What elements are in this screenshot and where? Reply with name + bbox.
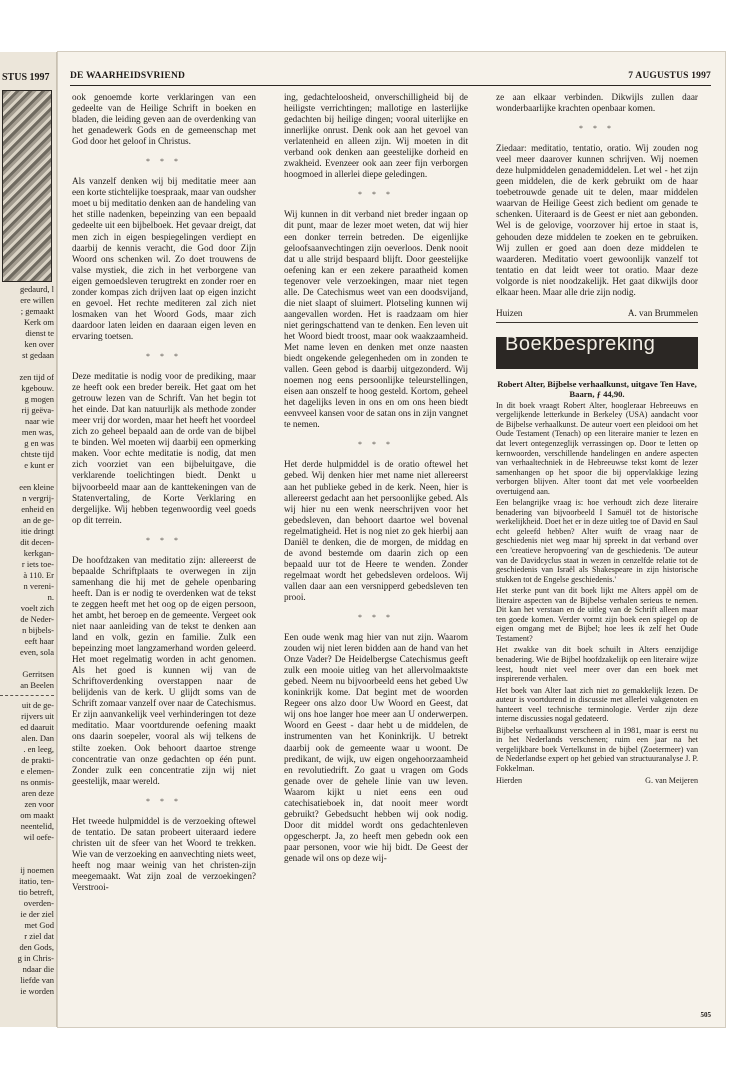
paragraph: Het derde hulpmiddel is de oratio oftewel het gebed. Wij denken hier met name niet allereerst aan het publieke gebed in de kerk. Neen, hier is allereerst gedacht aan het persoonlijke gebed. Als wij hier nu een wenk neerschrijven voor het gebedsleven, dan behoort daartoe wel bovenal regelmatigheid. Het is nog niet zo gek hierbij aan Daniël te denken, die de morgen, de middag en de avond bestemde om daarin zich op een bepaald uur tot de Heere te wenden. Zonder regelmaat wordt het gebedsleven ordeloos. Wij vallen daar aan een versnipperd gebedsleven ten prooi.: [284, 459, 468, 602]
paragraph: In dit boek vraagt Robert Alter, hoogleraar Hebreeuws en vergelijkende letterkunde in Berkeley (USA) aandacht voor de Bijbelse verhaalkunst. De auteur voert een pleidooi om het Oude Testament (Tenach) op een literaire manier te lezen en dat levert ontegenzeglijk verrassingen op. Door te letten op kernwoorden, verschillende handelingen en andere aspecten van verhaaltechniek in de Hebreeuwse tekst komt de lezer samenhangen op het spoor die bij oppervlakkige lezing verborgen blijven. Alter toont dat met vele voorbeelden overtuigend aan.: [496, 400, 698, 496]
previous-page-line: . en leeg,: [23, 744, 54, 754]
book-review: [496, 379, 698, 787]
previous-page-line: rij geëva-: [21, 405, 54, 415]
previous-page-line: enheid en: [21, 504, 54, 514]
previous-page-line: g mogen: [24, 394, 54, 404]
previous-page-line: an Beelen: [20, 680, 54, 690]
paragraph: ook genoemde korte verklaringen van een gedeelte van de Heilige Schrift in boeken en bladen, die leiding geven aan de overdenking van het genadewerk Gods en de gemeenschap met God door het geloof in Christus.: [72, 92, 256, 147]
previous-page-line: chtste tijd: [20, 449, 54, 459]
previous-page-line: itie dringt: [20, 526, 54, 536]
paragraph: Deze meditatie is nodig voor de prediking, maar ze heeft ook een breder bereik. Het gaat om het getrouw lezen van de Schrift. Van het begin tot het einde. Dat kan natuurlijk als methode zonder meer vrij dor worden, maar het heeft het voordeel zich zo geheel bepaald aan de orde van de bijbel te binden. Wel moeten wij daarbij een opmerking maken. Voor echte meditatie is nodig, dat men zich voorziet van een bijbeluitgave, die verklarende toelichtingen biedt. Denkt u bijvoorbeeld maar aan de kanttekeningen van de Statenvertaling, de Korte Verklaring en dergelijke. Wij hebben tegenwoordig veel goeds op dit terrein.: [72, 371, 256, 525]
previous-page-line: met God: [24, 920, 54, 930]
paragraph: Het sterke punt van dit boek lijkt me Alters appèl om de literaire aspecten van de Bijbelse verhalen serieus te nemen. Dit kan het verstaan en de uitleg van de Schrift alleen maar ten goede komen. Verder vormt zijn boek een spiegel op de eigen omgang met de Bijbel; hoe lees ik zelf het Oude Testament?: [496, 586, 698, 643]
previous-page-line: ere willen: [20, 295, 54, 305]
magazine-page: [58, 52, 725, 1027]
book-review-banner: [496, 332, 698, 369]
previous-page-line: neentelid,: [20, 821, 54, 831]
previous-page-line: n.: [47, 592, 54, 602]
reviewed-book-title: Robert Alter, Bijbelse verhaalkunst, uitgave Ten Have, Baarn, ƒ 44,90.: [497, 378, 697, 399]
previous-page-line: n bijbels-: [22, 625, 54, 635]
previous-page-line: ; gemaakt: [20, 306, 54, 316]
book-review-banner-title: Boekbespreking: [505, 332, 656, 355]
previous-page-line: [0, 361, 54, 372]
previous-page-line: om maakt: [20, 810, 54, 820]
review-text: [496, 401, 698, 774]
previous-page-line: [0, 695, 54, 696]
previous-page-line: zen voor: [24, 799, 54, 809]
previous-page-line: aren deze: [21, 788, 54, 798]
previous-page-line: gedaurd, l: [20, 284, 54, 294]
previous-page-line: rijvers uit: [21, 711, 54, 721]
previous-page-header: STUS 1997: [2, 72, 50, 83]
previous-page-line: st gedaan: [22, 350, 54, 360]
previous-page-line: voelt zich: [20, 603, 54, 613]
previous-page-line: uit de ge-: [21, 700, 54, 710]
paragraph: Als vanzelf denken wij bij meditatie meer aan een korte stichtelijke toespraak, maar van oudsher moet u bij meditatio denken aan de handeling van het stille nadenken, bepeinzing van een bepaald gedeelte uit een bijbelboek. Het gevaar dreigt, dat men zich in eigen bespiegelingen verdiept en daarbij de kennis veracht, die God door Zijn Woord ons schenken wil. Zo doet trouwens de valse mystiek, die zich in het verborgene van eigen gemoedsleven terugtrekt en zonder roer en zonder kompas zich drijven laat op eigen inzicht en gevoel. Het rechte mediteren zal zich niet losmaken van het Woord Gods, maar zich daardoor laten leiden en daaraan eigen leven en ervaring toetsen.: [72, 176, 256, 341]
section-divider: * * *: [146, 157, 182, 167]
previous-page-line: men was,: [21, 427, 54, 437]
previous-page-line: ie worden: [20, 986, 54, 996]
paragraph: Ziedaar: meditatio, tentatio, oratio. Wij zouden nog veel meer daarover kunnen schrijven. Wij noemen deze hulpmiddelen genademiddelen. Let wel - het zijn geen middelen, die de kerk gebruikt om de haar toebetrouwde genade uit te delen, maar middelen waarvan de Heilige Geest zich bedient om genade te schenken. Uiteraard is de Geest er niet aan gebonden. Wel is de gelovige, voorzover hij ertoe in staat is, gehouden deze middelen te zoeken en te gebruiken. Wij zullen er goed aan doen deze middelen te waarderen. Meditatio voert gewoonlijk vanzelf tot tentatio en dat leidt weer tot oratio. Maar deze volgorde is niet noodzakelijk. Het gaat dikwijls door elkaar heen. Maar alle drie zijn nodig.: [496, 143, 698, 297]
page-number: 505: [700, 1011, 711, 1019]
previous-page-line: ndaar die: [22, 964, 54, 974]
paragraph: De hoofdzaken van meditatio zijn: allereerst de bepaalde Schriftplaats te overwegen in zijn samenhang die hij met de gehele openbaring heeft. Dan is er nodig te overdenken wat de tekst te zeggen heeft met het oog op de eigen persoon, het ambt, het beroep en de gemeente. Vergeet ook niet naar aanleiding van de tekst te denken aan land en volk, gezin en familie. Zulk een bepeinzing moet langzamerhand worden geleerd. Het moet regelmatig worden in acht genomen. Als het goed is kunnen wij van de Schriftoverdenking overstappen naar de belijdenis van de kerk. U glijdt soms van de Schrift zomaar vanzelf over naar de Catechismus. Er zijn aanvankelijk veel verhinderingen tot deze meditatio. Maar voortdurende oefening maakt ons daarin soepeler, vooral als wij telkens de stilte zoeken. Ook behoort daartoe strenge concentratie van onze gedachten op één punt. Zonder zulk een concentratie zijn wij niet geestelijk, maar wereld.: [72, 554, 256, 786]
issue-date: 7 AUGUSTUS 1997: [628, 71, 711, 81]
previous-page-line: tio betreft,: [18, 887, 54, 897]
previous-page-photo: [2, 90, 52, 282]
previous-page-line: liefde van: [20, 975, 54, 985]
paragraph: Een oude wenk mag hier van nut zijn. Waarom zouden wij niet leren bidden aan de hand van het Onze Vader? De Heidelbergse Catechismus geeft zulk een mooie uitleg van het allervolmaaktste gebed. Neem nu bijvoorbeeld eens het gebed Uw koninkrijk kome. Dat begint met de woorden Regeer ons alzo door Uw Woord en Geest, dat wij ons hoe langer hoe meer aan U onderwerpen. Woord en Geest - daar hebt u de middelen, de instrumenten van het Koninkrijk. U betrekt daarbij ook de gemeente waar u woont. De predikant, de wijk, uw eigen ongehoorzaamheid en revolutiedrift. Zo gaat u vragen om Gods genade over de gehele linie van uw leven. Waarom kijkt u niet eens een oud catechisatieboek in, dat nooit meer wordt gebruikt? Gebedsucht hebben wij ook nodig. Door dit middel wordt ons gedachtenleven opgescherpt. Ja, zo heeft men gebedn ook een paar personen, voor wie hij bidt. De Geest der genade wil ons op deze wij-: [284, 632, 468, 863]
previous-page-line: ken over: [24, 339, 54, 349]
reviewer-name: G. van Meijeren: [645, 775, 698, 785]
previous-page-line: ij noemen: [20, 865, 54, 875]
previous-page-line: eeft haar: [24, 636, 54, 646]
previous-page-line: n vergrij-: [22, 493, 54, 503]
paragraph: Het tweede hulpmiddel is de verzoeking oftewel de tentatio. De satan probeert uiteraard iedere christen uit de sfeer van het Woord te trekken. Wie van de verzoeking en aanvechting niets weet, heeft nog maar weinig van het christen-zijn meegemaakt. Wat zijn zoal de verzoekingen? Verstrooi-: [72, 815, 256, 893]
previous-page-line: n vereni-: [23, 581, 54, 591]
previous-page-line: naar wie: [24, 416, 54, 426]
article-column-3-text: [496, 92, 698, 298]
previous-page-line: zen tijd of: [19, 372, 54, 382]
previous-page-line: Kerk om: [24, 317, 54, 327]
article-column-1: [72, 92, 256, 902]
previous-page-line: e elemen-: [20, 766, 54, 776]
running-header: [70, 71, 711, 85]
previous-page-line: [0, 471, 54, 482]
paragraph: Het zwakke van dit boek schuilt in Alters eenzijdige benadering. Wie de Bijbel hoofdzakelijk op een literaire wijze leest, houdt niet veel meer over dan een boek met inspirerende verhalen.: [496, 645, 698, 684]
publication-name: DE WAARHEIDSVRIEND: [70, 71, 186, 81]
section-divider: * * *: [146, 535, 182, 545]
paragraph: Wij kunnen in dit verband niet breder ingaan op dit punt, maar de lezer moet weten, dat wij hier een donker terrein betreden. De eigenlijke geloofsaanvechtingen zijn oeverloos. Denk nooit dat u alle strijd bespaard blijft. Door geestelijke oefening kan er een zekere paraatheid komen tegenover vele verzoekingen, maar niet tegen alle. De Catechismus weet van een doodsvijand, die niet slaapt of sluimert. Plotseling kunnen wij aangevallen worden. Het is raadzaam om hier niet geringschattend van te denken. Een leven uit het Woord biedt troost, maar ook waakzaamheid. Met name leven en denken met onze naasten biedt ongekende gelegenheden om in zonden te vallen. Geen gebod is daarbij uitgezonderd. Wij noemen nog eens persoonlijke teleurstellingen, eisen aan onszelf te hoog gesteld. Kortom, geheel het dagelijks leven in ons en om ons heen biedt eenvveel kansen voor de satan ons in zijn vangnet te nemen.: [284, 209, 468, 430]
section-divider: * * *: [358, 190, 394, 200]
previous-page-line: e kunt er: [24, 460, 54, 470]
section-divider: * * *: [579, 124, 615, 134]
article-place: Huizen: [496, 307, 523, 318]
paragraph: Bijbelse verhaalkunst verscheen al in 1981, maar is eerst nu in het Nederlands verschenen; ruim een jaar na het vergelijkbare boek Vertelkunst in de bijbel (Zoetermeer) van de Nederlandse expert op het gebied van structuuranalyse J. P. Fokkelman.: [496, 725, 698, 774]
previous-page-line: an de ge-: [22, 515, 54, 525]
paragraph: Een belangrijke vraag is: hoe verhoudt zich deze literaire benadering van bijvoorbeeld I Samuël tot de historische werkelijkheid. Doet het er in deze uitleg toe of David en Saul echt geleefd hebben? Alter wuift de vraag naar de geschiedenis niet weg maar hij spreekt in dat verband over een 'creatieve heropvoering' van de geschiedenis. 'De auteur van de Davidcyclus staat in wezen in cenzelfde relatie tot de geschiedenis van Israël als Shakespeare in zijn historische stukken tot de Engelse geschiedenis.': [496, 498, 698, 584]
previous-page-line: ie der ziel: [20, 909, 54, 919]
paragraph: Het boek van Alter laat zich niet zo gemakkelijk lezen. De auteur is voortdurend in discussie met allerlei vakgenoten en hanteert veel technische terminologie. Verder zijn deze interne discussies nogal gedateerd.: [496, 685, 698, 724]
previous-page-line: à 110. Er: [23, 570, 54, 580]
previous-page-line: ns onmis-: [20, 777, 54, 787]
previous-page-line: alen. Dan: [21, 733, 54, 743]
paragraph: ze aan elkaar verbinden. Dikwijls zullen daar wonderbaarlijke krachten openbaar komen.: [496, 92, 698, 114]
previous-page-line: overden-: [23, 898, 54, 908]
article-author: A. van Brummelen: [627, 307, 698, 318]
previous-page-line: de prakti-: [21, 755, 54, 765]
paragraph: ing, gedachteloosheid, onverschilligheid bij de heiligste verrichtingen; mallotige en lasterlijke gedachten bij heilige dingen; vooral uiterlijke en innerlijke onrust. Denk ook aan het gevoel van verlatenheid en alleen zijn. Wij moeten in dit verband ook denken aan geestelijke dorheid en zwakheid. Evenzeer ook aan zeer fijn verborgen hoogmoed in allerlei diepe geledingen.: [284, 92, 468, 180]
review-signoff: [496, 776, 698, 787]
previous-page-line: r iets toe-: [21, 559, 54, 569]
header-rule: [70, 85, 711, 86]
previous-page-line: even, sola: [20, 647, 54, 657]
article-column-2: [284, 92, 468, 873]
section-divider: * * *: [358, 613, 394, 623]
previous-page-line: [0, 843, 54, 854]
previous-page-edge: [0, 52, 57, 1027]
previous-page-text: [0, 284, 54, 997]
previous-page-line: Gerritsen: [22, 669, 54, 679]
previous-page-line: dit decen-: [20, 537, 54, 547]
previous-page-line: r ziel dat: [24, 931, 54, 941]
article-column-3: [496, 92, 698, 787]
previous-page-line: ed daaruit: [20, 722, 54, 732]
previous-page-line: g in Chris-: [17, 953, 54, 963]
review-place: Hierden: [496, 775, 523, 785]
previous-page-line: de Neder-: [20, 614, 54, 624]
section-divider: * * *: [146, 796, 182, 806]
previous-page-line: g en was: [24, 438, 54, 448]
previous-page-line: itatio, ten-: [19, 876, 54, 886]
section-divider: * * *: [358, 440, 394, 450]
section-divider: * * *: [146, 351, 182, 361]
previous-page-line: een kleine: [19, 482, 54, 492]
article-signoff: [496, 308, 698, 323]
previous-page-line: den Gods,: [19, 942, 54, 952]
previous-page-line: [0, 854, 54, 865]
previous-page-line: dienst te: [25, 328, 54, 338]
previous-page-line: kgebouw.: [21, 383, 54, 393]
previous-page-line: [0, 658, 54, 669]
previous-page-line: wil oefe-: [23, 832, 54, 842]
previous-page-line: kerkgan-: [23, 548, 54, 558]
